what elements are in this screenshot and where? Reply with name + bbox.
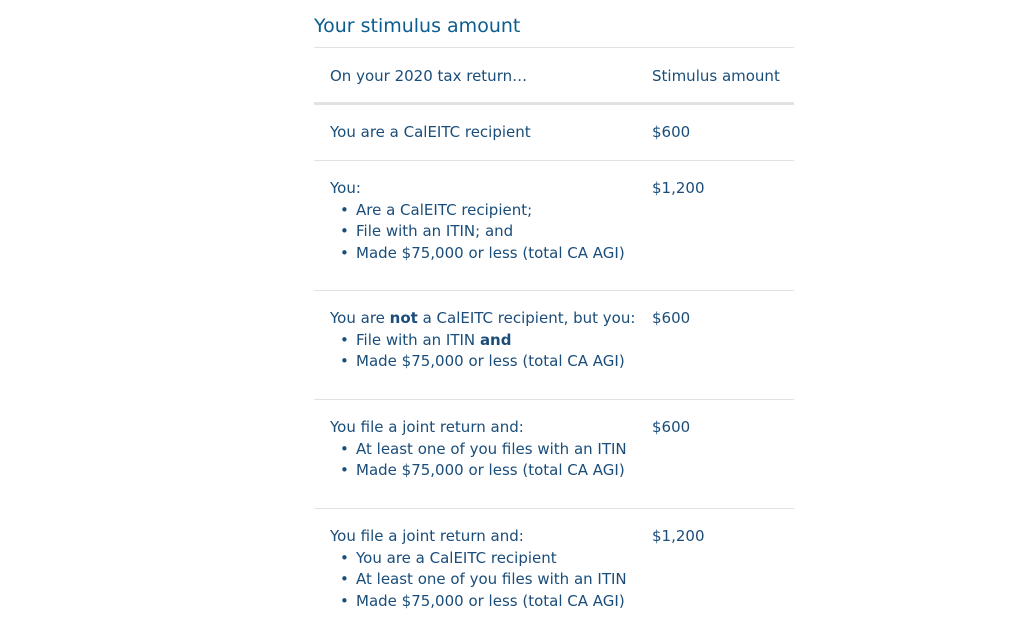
- row-intro: You are a CalEITC recipient: [330, 123, 531, 141]
- condition-list: [330, 200, 650, 265]
- stimulus-table: [314, 47, 794, 625]
- table-row: [314, 105, 794, 161]
- emphasis-not: not: [389, 309, 418, 327]
- row-condition: [330, 417, 650, 482]
- row-intro: You:: [330, 179, 361, 197]
- list-item: • Made $75,000 or less (total CA AGI): [330, 591, 650, 613]
- condition-list: [330, 548, 650, 613]
- list-item: • At least one of you files with an ITIN: [330, 439, 650, 461]
- row-condition: [330, 178, 650, 264]
- list-item: • At least one of you files with an ITIN: [330, 569, 650, 591]
- bullet-icon: •: [340, 200, 349, 219]
- row-intro: You are not a CalEITC recipient, but you:: [330, 309, 636, 327]
- bullet-icon: •: [340, 591, 349, 610]
- row-amount: $1,200: [652, 179, 705, 197]
- list-item: • Made $75,000 or less (total CA AGI): [330, 243, 650, 265]
- header-condition: On your 2020 tax return…: [330, 67, 528, 85]
- condition-list: [330, 439, 650, 482]
- row-amount: $600: [652, 309, 691, 327]
- bullet-icon: •: [340, 570, 349, 588]
- row-amount: $600: [652, 123, 691, 141]
- table-row: [314, 161, 794, 291]
- section-title: Your stimulus amount: [314, 15, 521, 37]
- bullet-icon: •: [340, 461, 349, 479]
- header-amount: Stimulus amount: [652, 67, 780, 85]
- bullet-icon: •: [340, 548, 349, 567]
- table-row: [314, 400, 794, 509]
- row-amount: $1,200: [652, 527, 705, 545]
- bullet-icon: •: [340, 352, 349, 370]
- row-condition: [330, 122, 650, 144]
- row-intro: You file a joint return and:: [330, 527, 524, 545]
- condition-list: [330, 330, 650, 373]
- table-row: [314, 509, 794, 625]
- row-amount: $600: [652, 418, 691, 436]
- row-intro: You file a joint return and:: [330, 418, 524, 436]
- list-item: • File with an ITIN; and: [330, 221, 650, 243]
- list-item: • File with an ITIN and: [330, 330, 650, 352]
- table-row: [314, 291, 794, 400]
- list-item: • Made $75,000 or less (total CA AGI): [330, 351, 650, 373]
- bullet-icon: •: [340, 439, 349, 458]
- list-item: • You are a CalEITC recipient: [330, 548, 650, 570]
- emphasis-and: and: [479, 330, 512, 349]
- row-condition: [330, 308, 650, 373]
- table-header-row: [314, 48, 794, 105]
- bullet-icon: •: [340, 222, 349, 240]
- bullet-icon: •: [340, 330, 349, 349]
- bullet-icon: •: [340, 243, 349, 262]
- row-condition: [330, 526, 650, 612]
- list-item: • Made $75,000 or less (total CA AGI): [330, 460, 650, 482]
- list-item: • Are a CalEITC recipient;: [330, 200, 650, 222]
